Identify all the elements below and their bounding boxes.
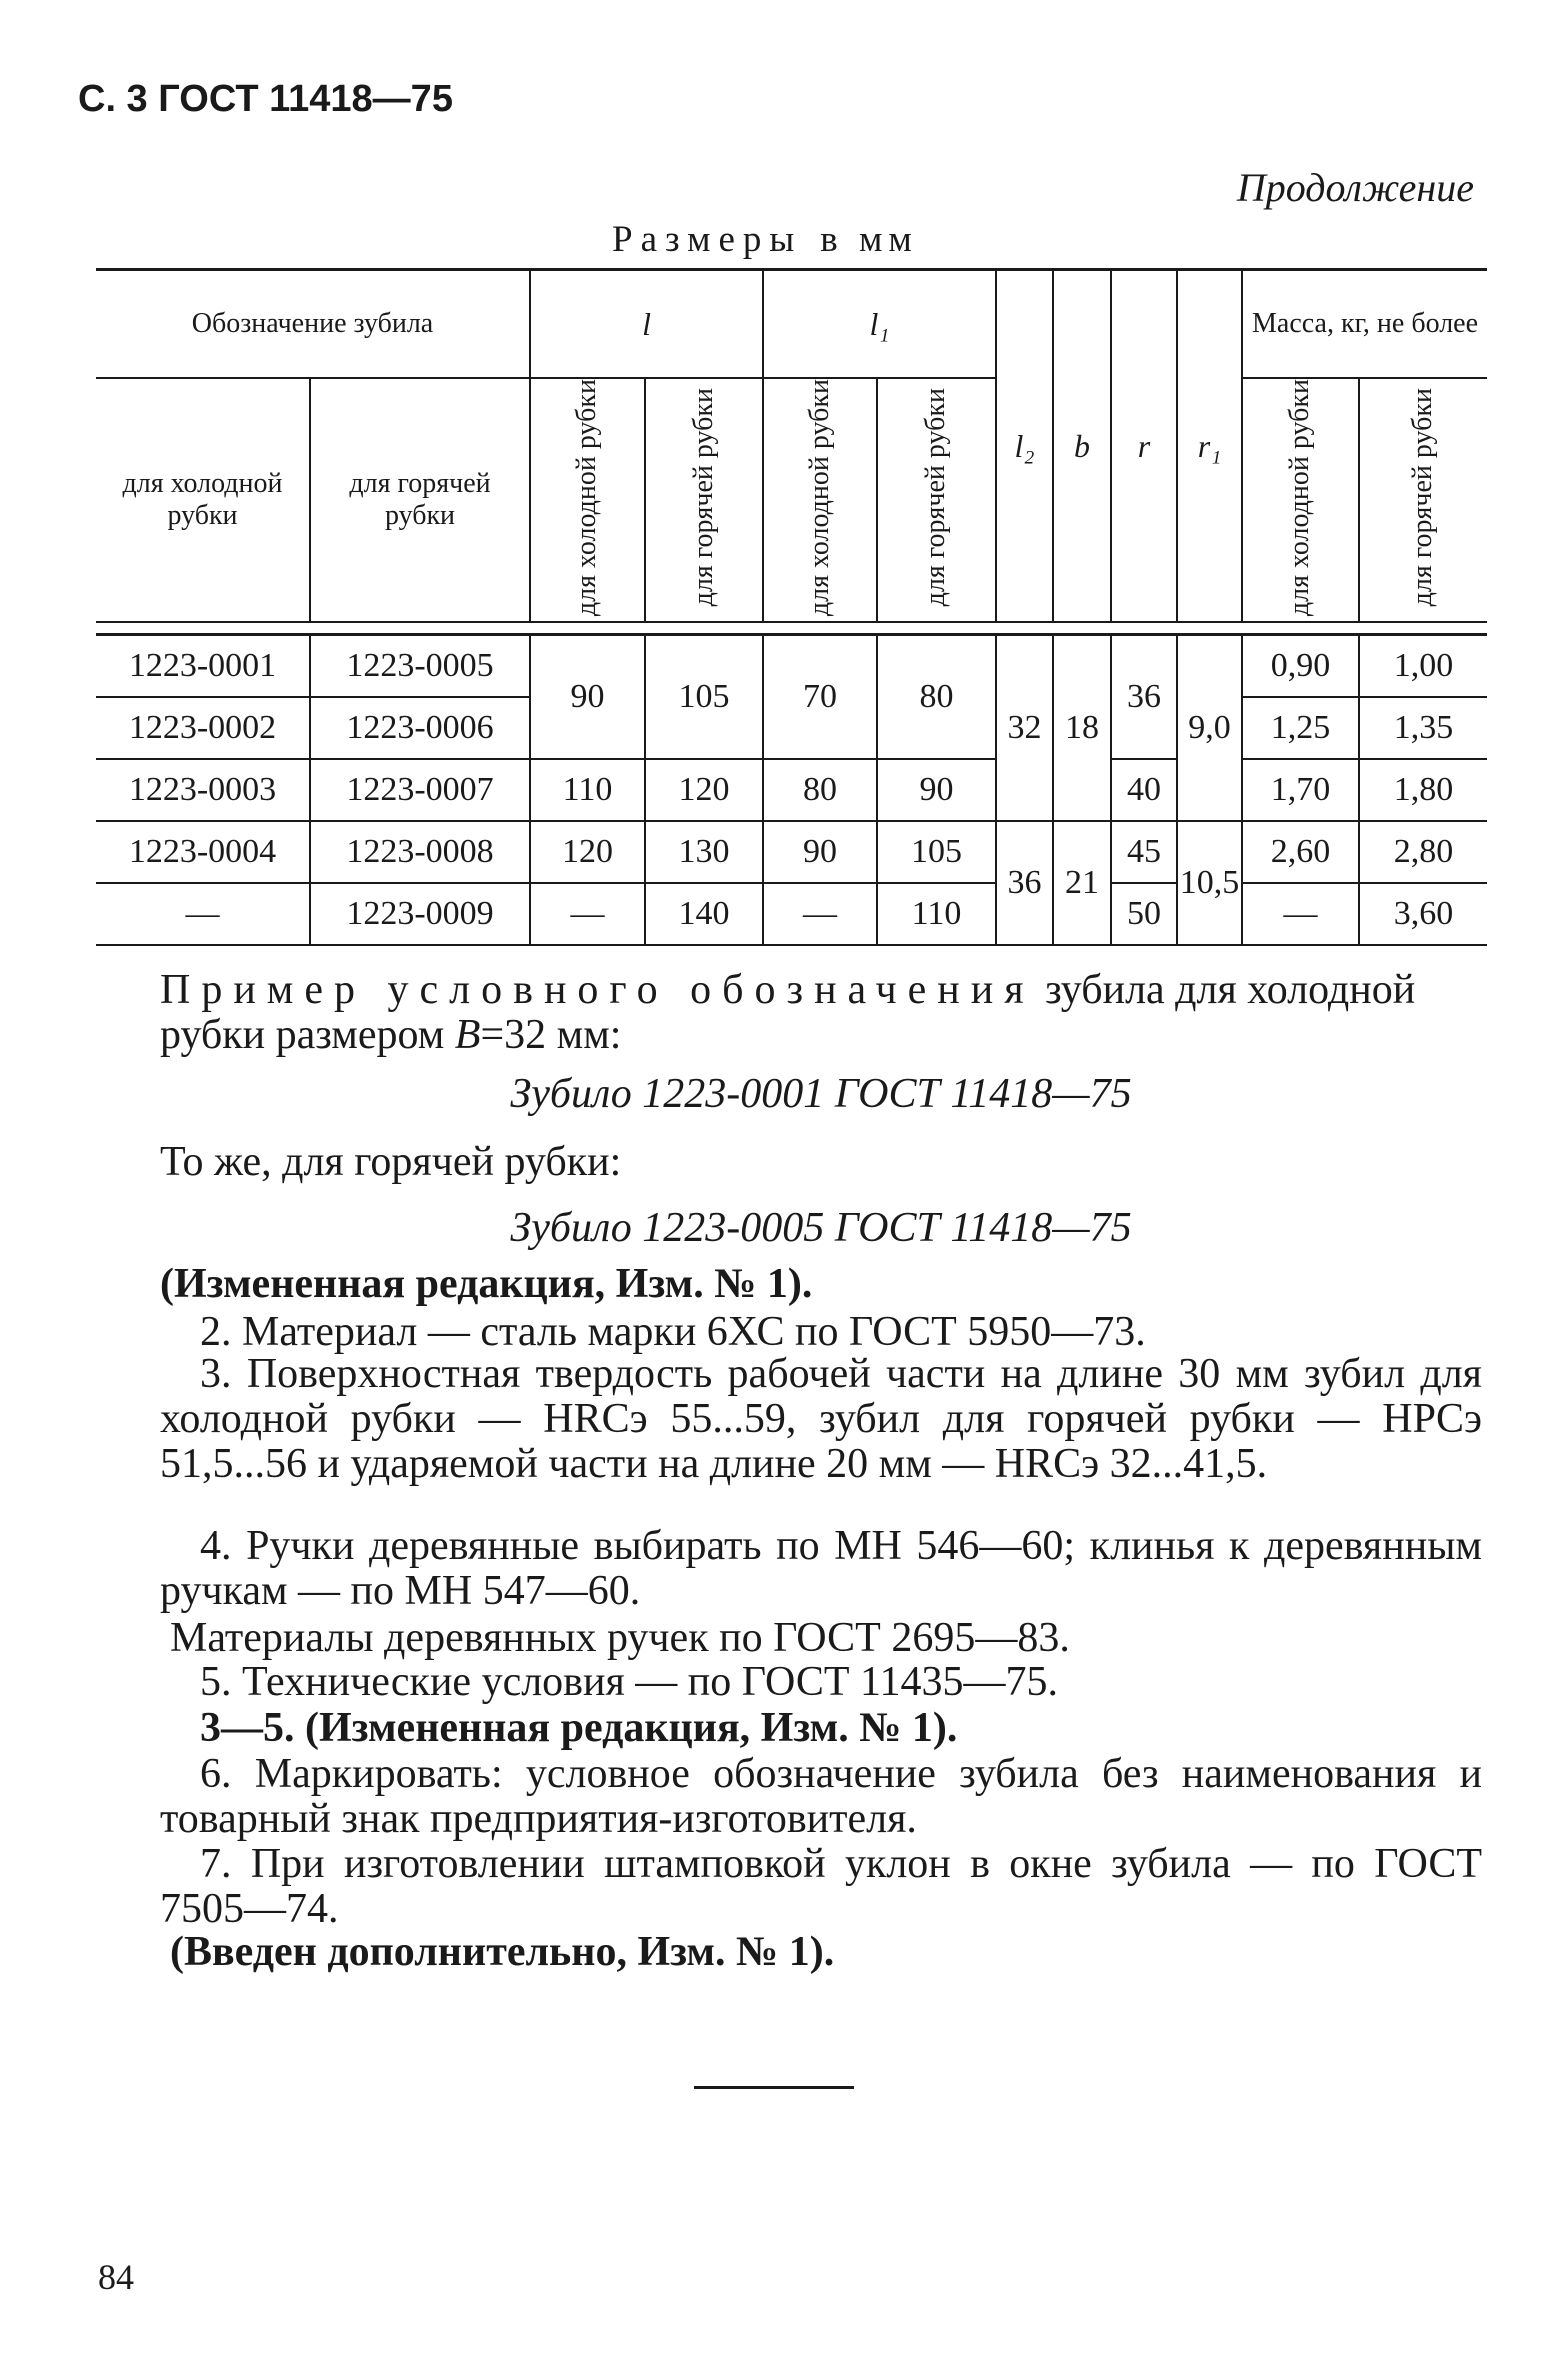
cell-mass-cold: 1,70 [1242,759,1359,821]
cell-l1-cold: 70 [763,635,877,760]
header-l2: l₂ [996,270,1053,623]
cell-hot-designation: 1223-0008 [310,821,530,883]
item-3: 3. Поверхностная твердость рабочей части на длине 30 мм зубил для холодной рубки — HRCэ 55...59, зубил для горячей рубки — HPCэ 51,5...56 и ударяемой части на длине 20 мм — HRCэ 32...41,5. [160,1351,1482,1487]
cell-l1-hot: 110 [877,883,996,945]
header-mass-hot-text: для горячей рубки [1407,388,1439,607]
cell-mass-cold: 2,60 [1242,821,1359,883]
cell-l1-cold: — [763,883,877,945]
example-spaced: Пример условного обозначения [160,967,1035,1013]
header-hot: для горячей рубки [310,378,530,622]
cell-l2: 32 [996,635,1053,822]
cell-cold-designation: 1223-0001 [96,635,310,698]
cell-r: 50 [1111,883,1177,945]
cell-l-cold: 90 [530,635,645,760]
header-l1-hot [877,378,996,622]
header-row-1 [96,270,1487,379]
cell-cold-designation: — [96,883,310,945]
cell-mass-cold: 0,90 [1242,635,1359,698]
cell-l-hot: 105 [645,635,763,760]
cell-mass-cold: — [1242,883,1359,945]
example-eq: =32 мм: [480,1012,622,1058]
cell-hot-designation: 1223-0006 [310,697,530,759]
header-designation: Обозначение зубила [96,270,530,379]
header-mass-cold-text: для холодной рубки [1284,379,1316,617]
table-row [96,821,1487,883]
changed-edition-3-5: 3—5. (Измененная редакция, Изм. № 1). [200,1705,958,1751]
example-designation-1: Зубило 1223-0001 ГОСТ 11418—75 [510,1071,1132,1117]
header-row-2 [96,378,1487,622]
header-l1-cold-text: для холодной рубки [803,379,835,617]
cell-b: 21 [1053,821,1111,945]
cell-r1: 10,5 [1177,821,1242,945]
sizes-unit: в мм [820,219,918,260]
cell-r: 40 [1111,759,1177,821]
introduced-additionally: (Введен дополнительно, Изм. № 1). [170,1929,835,1975]
cell-cold-designation: 1223-0003 [96,759,310,821]
item-4-materials: Материалы деревянных ручек по ГОСТ 2695—83. [170,1615,1070,1661]
cell-mass-hot: 3,60 [1359,883,1487,945]
cell-mass-hot: 1,35 [1359,697,1487,759]
header-l1-cold [763,378,877,622]
cell-cold-designation: 1223-0004 [96,821,310,883]
sizes-caption [612,218,918,261]
cell-hot-designation: 1223-0009 [310,883,530,945]
header-separator [96,622,1487,635]
header-l-hot [645,378,763,622]
header-mass-cold [1242,378,1359,622]
cell-l1-hot: 105 [877,821,996,883]
example-paragraph [160,968,1482,1058]
example-rest: зубила для холодной рубки размером [160,967,1416,1058]
item-2: 2. Материал — сталь марки 6ХС по ГОСТ 5950—73. [200,1309,1146,1355]
header-l-hot-text: для горячей рубки [687,388,719,607]
cell-l-cold: — [530,883,645,945]
same-hot-label: То же, для горячей рубки: [160,1139,622,1185]
header-mass-hot [1359,378,1487,622]
cell-l-hot: 130 [645,821,763,883]
item-7: 7. При изготовлении штамповкой уклон в окне зубила — по ГОСТ 7505—74. [160,1841,1482,1932]
cell-hot-designation: 1223-0007 [310,759,530,821]
example-b: B [454,1012,481,1058]
cell-l-hot: 120 [645,759,763,821]
header-b: b [1053,270,1111,623]
cell-l-cold: 110 [530,759,645,821]
page-header: С. 3 ГОСТ 11418—75 [78,78,453,120]
item-4: 4. Ручки деревянные выбирать по МН 546—60; клинья к деревянным ручкам — по МН 547—60. [160,1523,1482,1614]
header-cold: для холодной рубки [96,378,310,622]
cell-hot-designation: 1223-0005 [310,635,530,698]
table-row [96,883,1487,945]
header-l-cold-text: для холодной рубки [571,379,603,617]
cell-r1: 9,0 [1177,635,1242,822]
cell-mass-hot: 1,00 [1359,635,1487,698]
dimensions-table [96,268,1487,946]
changed-edition-1: (Измененная редакция, Изм. № 1). [160,1261,813,1307]
item-5: 5. Технические условия — по ГОСТ 11435—75. [200,1659,1058,1705]
cell-l1-cold: 90 [763,821,877,883]
cell-b: 18 [1053,635,1111,822]
section-divider [694,2086,854,2089]
table-row [96,759,1487,821]
cell-l1-cold: 80 [763,759,877,821]
header-r: r [1111,270,1177,623]
example-designation-2: Зубило 1223-0005 ГОСТ 11418—75 [510,1205,1132,1251]
cell-l-hot: 140 [645,883,763,945]
cell-mass-cold: 1,25 [1242,697,1359,759]
header-l: l [530,270,763,379]
header-l1-hot-text: для горячей рубки [920,388,952,607]
cell-l1-hot: 80 [877,635,996,760]
cell-l2: 36 [996,821,1053,945]
cell-r: 36 [1111,635,1177,760]
cell-mass-hot: 2,80 [1359,821,1487,883]
table-row [96,635,1487,698]
cell-r: 45 [1111,821,1177,883]
header-r1: r₁ [1177,270,1242,623]
header-mass: Масса, кг, не более [1242,270,1487,379]
header-l1: l₁ [763,270,996,379]
header-l-cold [530,378,645,622]
item-6: 6. Маркировать: условное обозначение зубила без наименования и товарный знак предприятия-изготовителя. [160,1751,1482,1842]
cell-l1-hot: 90 [877,759,996,821]
continuation-label: Продолжение [1236,165,1474,210]
page-number: 84 [98,2257,134,2297]
cell-cold-designation: 1223-0002 [96,697,310,759]
sizes-label: Размеры [612,219,803,260]
cell-mass-hot: 1,80 [1359,759,1487,821]
cell-l-cold: 120 [530,821,645,883]
